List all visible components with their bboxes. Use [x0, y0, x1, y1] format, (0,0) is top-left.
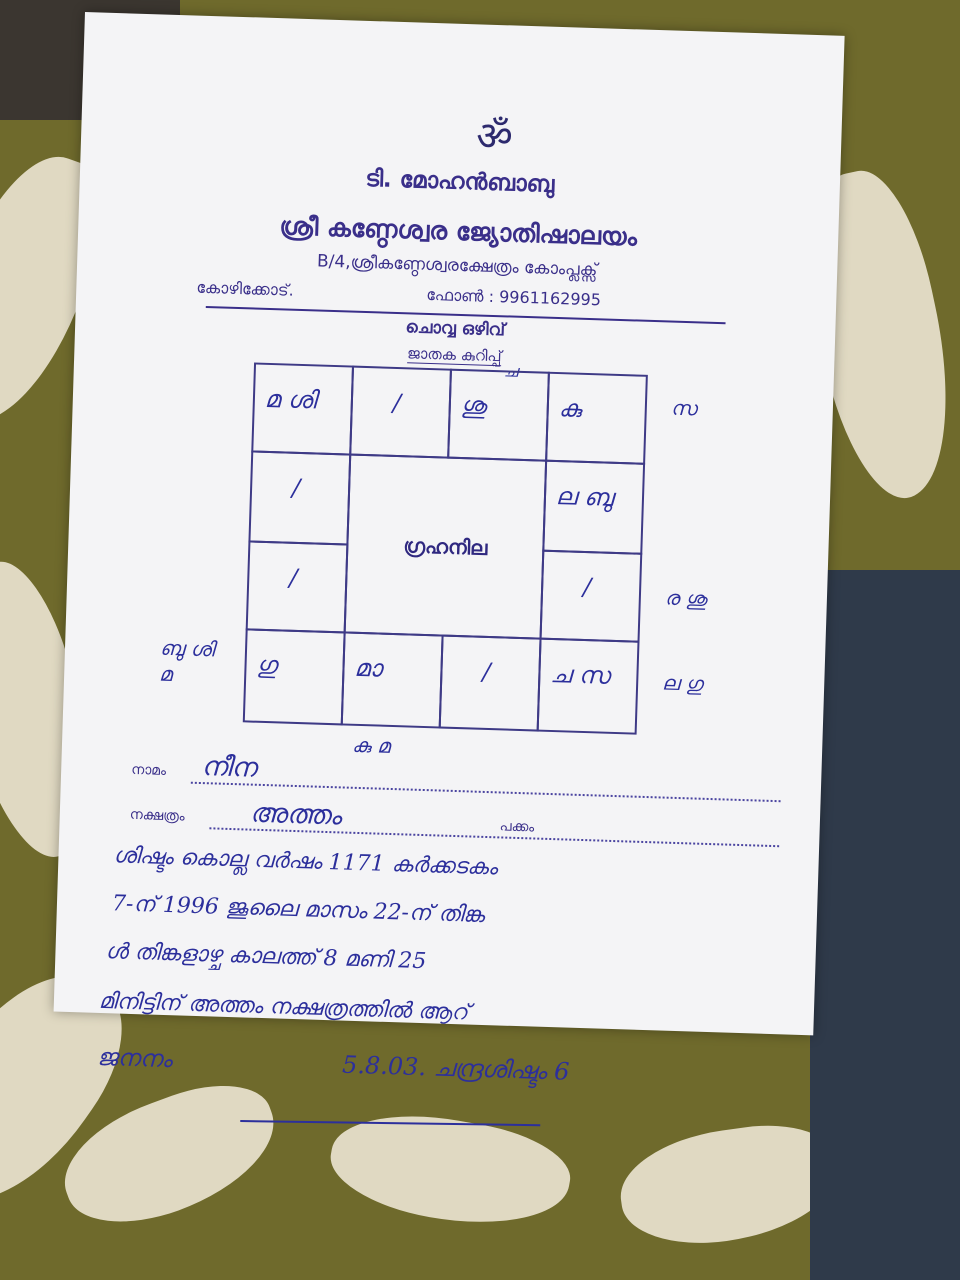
- chart-cell: [246, 540, 349, 633]
- city: കോഴിക്കോട്.: [196, 277, 295, 300]
- horoscope-chart: [243, 362, 654, 734]
- handwriting-line-4: മിനിട്ടിന് അത്തം നക്ഷത്രത്തിൽ ആറ്: [98, 988, 469, 1026]
- side-mark-right-middle: ര ശു: [664, 585, 707, 611]
- side-mark-right-bottom: ല ഗു: [661, 670, 703, 696]
- handwriting-line-1: ശിഷ്ടം കൊല്ല വർഷം 1171 കർക്കടകം: [113, 843, 498, 881]
- cell-text: /: [291, 473, 301, 502]
- birth-label: ജനനം: [96, 1042, 173, 1074]
- nakshatra-value: അത്തം: [249, 797, 342, 832]
- birth-value: 5.8.03. ചന്ദ്രശിഷ്ടം 6: [341, 1050, 570, 1086]
- chart-cell: [447, 369, 550, 462]
- pakkam-label: പക്കം: [499, 818, 535, 836]
- cell-text: ശു: [460, 391, 487, 420]
- phone-label: ഫോൺ :: [426, 284, 495, 306]
- chart-title-text: ജാതക കുറിപ്പ്: [406, 344, 502, 366]
- nakshatra-label: നക്ഷത്രം: [129, 806, 185, 825]
- chart-cell: [439, 635, 542, 732]
- cell-text: /: [582, 572, 592, 602]
- phone-block: [426, 285, 601, 310]
- chart-cell: [251, 362, 354, 455]
- side-mark-left: ബു ശി മ: [158, 635, 215, 687]
- horoscope-paper: [54, 12, 845, 1086]
- dosha-status: ചൊവ്വ ഒഴിവ്: [405, 317, 506, 341]
- chart-cell: [537, 638, 640, 735]
- cell-text: മ ശി: [264, 384, 317, 415]
- cell-text: ച സ: [549, 659, 611, 690]
- side-mark-right-top: സ: [670, 395, 697, 421]
- chart-cell: [542, 460, 645, 555]
- chart-cell: [341, 631, 444, 728]
- name-value: നീന: [200, 751, 257, 784]
- phone-number: 9961162995: [498, 287, 602, 310]
- cell-text: മാ: [354, 653, 383, 683]
- side-mark-below: കു മ: [351, 732, 391, 758]
- cell-text: ഗു: [256, 650, 278, 680]
- cell-text: /: [482, 657, 492, 687]
- cell-text: /: [392, 388, 402, 418]
- chart-title-mark: ച: [503, 361, 519, 381]
- chart-cell: [540, 550, 643, 643]
- table-edge: [810, 570, 960, 1280]
- cell-text: കു: [558, 394, 582, 423]
- handwriting-line-2: 7-ന് 1996 ജൂലൈ മാസം 22-ന് തിങ്ക: [111, 891, 485, 928]
- astrologer-name: ടി. മോഹൻബാബു: [365, 165, 555, 198]
- chart-cell: [349, 366, 452, 459]
- cell-text: /: [288, 563, 298, 592]
- handwriting-line-3: ൾ തിങ്കളാഴ്ച കാലത്ത് 8 മണി 25: [105, 939, 427, 975]
- name-label: നാമം: [130, 761, 167, 779]
- address-line: B/4,ശ്രീകണ്ഠേശ്വരക്ഷേത്രം കോംപ്ലക്സ്: [316, 251, 598, 281]
- chart-cell: [248, 450, 351, 545]
- chart-cell: [545, 372, 648, 465]
- institution-name: ശ്രീ കണ്ഠേശ്വര ജ്യോതിഷാലയം: [279, 211, 638, 252]
- chart-center: ഗ്രഹനില: [344, 454, 548, 640]
- chart-cell: [243, 628, 346, 725]
- om-symbol: ॐ: [475, 113, 514, 161]
- cell-text: ല ബു: [555, 482, 614, 512]
